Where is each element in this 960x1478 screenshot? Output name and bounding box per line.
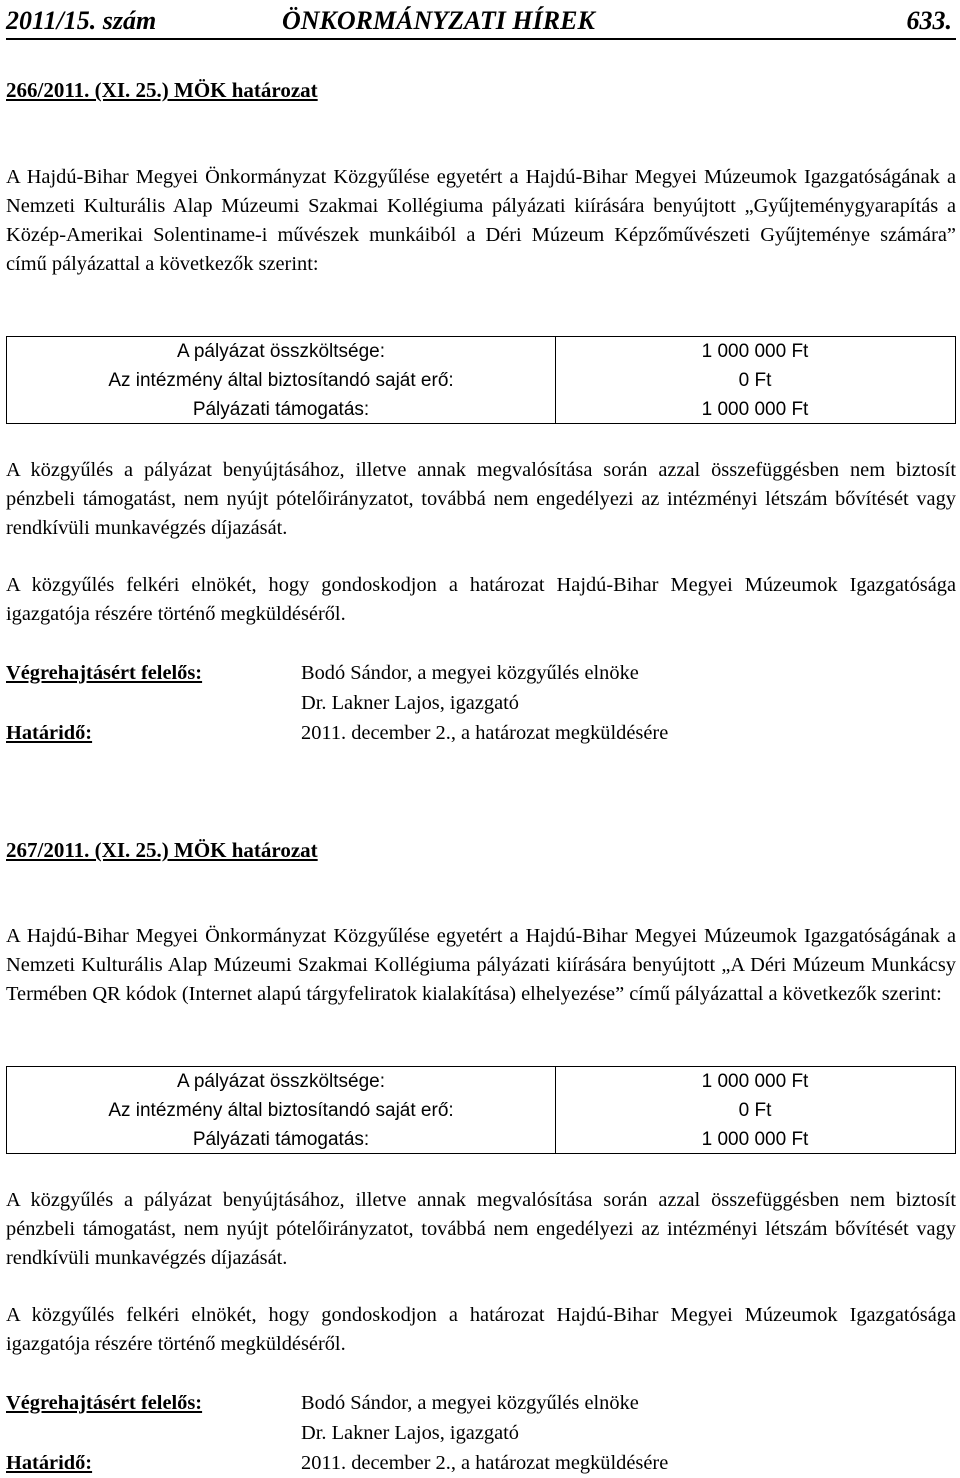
deadline-row bbox=[6, 1448, 956, 1478]
responsible-person-2: Dr. Lakner Lajos, igazgató bbox=[301, 692, 519, 714]
own-contribution-value: 0 Ft bbox=[738, 370, 772, 391]
resolution-title: 267/2011. (XI. 25.) MÖK határozat bbox=[6, 838, 318, 862]
table-row bbox=[7, 395, 955, 424]
resolution-condition: A közgyűlés a pályázat benyújtásához, illetve annak megvalósítása során azzal összefüggésben nem biztosít pénzbeli támogatást, nem nyújt pótelőirányzatot, továbbá nem engedélyezi az intézményi létszám bővítését vagy rendkívüli munkavégzés díjazását. bbox=[6, 459, 956, 539]
deadline-row bbox=[6, 718, 956, 748]
total-cost-label: A pályázat összköltsége: bbox=[176, 341, 386, 362]
own-contribution-label: Az intézmény által biztosítandó saját erő: bbox=[108, 370, 454, 391]
own-contribution-value: 0 Ft bbox=[738, 1100, 772, 1121]
grant-label: Pályázati támogatás: bbox=[192, 1129, 370, 1150]
responsible-person-1: Bodó Sándor, a megyei közgyűlés elnöke bbox=[301, 1392, 639, 1414]
deadline-label: Határidő: bbox=[6, 722, 93, 744]
responsible-row bbox=[6, 1388, 956, 1418]
finance-table bbox=[6, 336, 956, 424]
responsible-person-1: Bodó Sándor, a megyei közgyűlés elnöke bbox=[301, 662, 639, 684]
responsible-label: Végrehajtásért felelős: bbox=[6, 662, 203, 684]
deadline-label: Határidő: bbox=[6, 1452, 93, 1474]
resolution-intro: A Hajdú-Bihar Megyei Önkormányzat Közgyűlése egyetért a Hajdú-Bihar Megyei Múzeumok Igazgatóságának a Nemzeti Kulturális Alap Múzeumi Szakmai Kollégiuma pályázati kiírására benyújtott „A Déri Múzeum Munkácsy Termében QR kódok (Internet alapú tárgyfeliratok kialakítása) elhelyezése” című pályázattal a következők szerint: bbox=[6, 925, 956, 1005]
table-row bbox=[7, 366, 955, 395]
resolution-condition: A közgyűlés a pályázat benyújtásához, illetve annak megvalósítása során azzal összefüggésben nem biztosít pénzbeli támogatást, nem nyújt pótelőirányzatot, továbbá nem engedélyezi az intézményi létszám bővítését vagy rendkívüli munkavégzés díjazását. bbox=[6, 1189, 956, 1269]
table-row bbox=[7, 337, 955, 366]
table-row bbox=[7, 1125, 955, 1154]
own-contribution-label: Az intézmény által biztosítandó saját erő: bbox=[108, 1100, 454, 1121]
responsible-row bbox=[6, 658, 956, 688]
finance-table bbox=[6, 1066, 956, 1154]
header-page-number: 633. bbox=[906, 6, 952, 35]
total-cost-value: 1 000 000 Ft bbox=[701, 341, 809, 362]
page-header bbox=[6, 4, 956, 40]
responsible-row bbox=[6, 688, 956, 718]
document-page bbox=[6, 0, 956, 1478]
total-cost-value: 1 000 000 Ft bbox=[701, 1071, 809, 1092]
resolution-title: 266/2011. (XI. 25.) MÖK határozat bbox=[6, 78, 318, 102]
header-issue: 2011/15. szám bbox=[6, 6, 157, 35]
table-row bbox=[7, 1096, 955, 1125]
header-publication: ÖNKORMÁNYZATI HÍREK bbox=[282, 6, 595, 35]
responsible-label: Végrehajtásért felelős: bbox=[6, 1392, 203, 1414]
total-cost-label: A pályázat összköltsége: bbox=[176, 1071, 386, 1092]
resolution-266 bbox=[6, 77, 956, 103]
resolution-request: A közgyűlés felkéri elnökét, hogy gondoskodjon a határozat Hajdú-Bihar Megyei Múzeumok Igazgatósága igazgatója részére történő megküldéséről. bbox=[6, 1304, 956, 1355]
deadline-value: 2011. december 2., a határozat megküldésére bbox=[301, 1452, 669, 1474]
table-row bbox=[7, 1067, 955, 1096]
grant-value: 1 000 000 Ft bbox=[701, 399, 809, 420]
grant-label: Pályázati támogatás: bbox=[192, 399, 370, 420]
deadline-value: 2011. december 2., a határozat megküldésére bbox=[301, 722, 669, 744]
grant-value: 1 000 000 Ft bbox=[701, 1129, 809, 1150]
resolution-267 bbox=[6, 837, 956, 863]
responsible-row bbox=[6, 1418, 956, 1448]
resolution-request: A közgyűlés felkéri elnökét, hogy gondoskodjon a határozat Hajdú-Bihar Megyei Múzeumok Igazgatósága igazgatója részére történő megküldéséről. bbox=[6, 574, 956, 625]
responsible-person-2: Dr. Lakner Lajos, igazgató bbox=[301, 1422, 519, 1444]
resolution-intro: A Hajdú-Bihar Megyei Önkormányzat Közgyűlése egyetért a Hajdú-Bihar Megyei Múzeumok Igazgatóságának a Nemzeti Kulturális Alap Múzeumi Szakmai Kollégiuma pályázati kiírására benyújtott „Gyűjteménygyarapítás a Közép-Amerikai Solentiname-i művészek munkáiból a Déri Múzeum Képzőművészeti Gyűjteménye számára” című pályázattal a következők szerint: bbox=[6, 166, 956, 275]
